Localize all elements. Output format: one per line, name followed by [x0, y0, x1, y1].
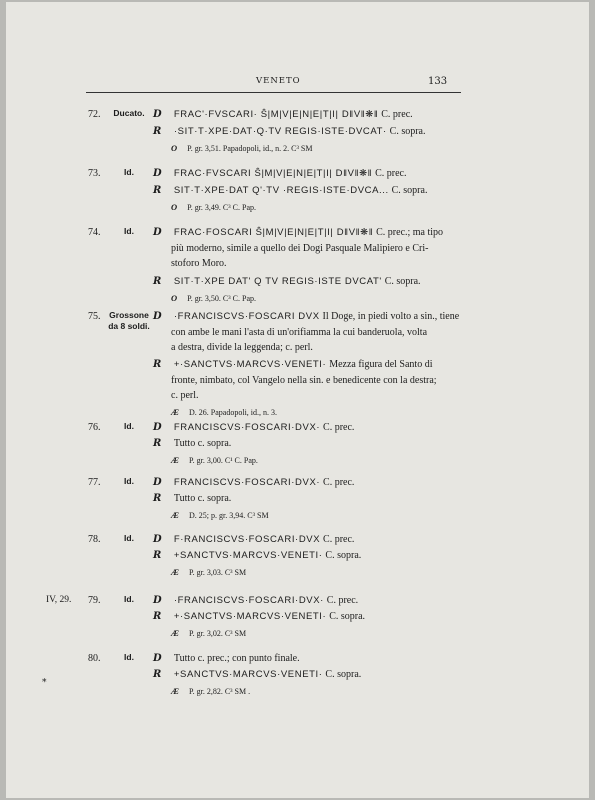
coin-legend: FRAC·FVSCARI Ŝ|M|V|E|N|E|T|I| D‖V‖❋‖: [173, 168, 373, 179]
coin-metadata: [171, 406, 277, 419]
description: C. sopra.: [325, 669, 362, 680]
coin-metadata: [171, 509, 269, 522]
denomination: Id.: [124, 533, 134, 543]
denomination: Grossone da 8 soldi.: [108, 310, 150, 331]
obverse-symbol: D: [153, 422, 162, 433]
denomination: Id.: [124, 476, 134, 486]
denomination: Id.: [124, 226, 134, 236]
reverse-symbol: R: [153, 276, 162, 287]
description: C. prec.: [326, 595, 359, 606]
obverse-line: [153, 476, 354, 490]
reverse-line: [153, 492, 231, 506]
reverse-symbol: R: [153, 359, 162, 370]
description-continuation: c. perl.: [171, 390, 199, 401]
description: C. sopra.: [325, 550, 362, 561]
description: C. prec.: [375, 168, 407, 179]
reverse-line: [153, 610, 365, 624]
coin-legend: FRAC'·FVSCARI· Ŝ|M|V|E|N|E|T|I| D‖V‖❋‖: [173, 109, 379, 120]
reverse-symbol: R: [153, 611, 162, 622]
obverse-symbol: D: [153, 168, 162, 179]
description: C. prec.: [323, 422, 355, 433]
coin-metadata: [171, 142, 312, 155]
reverse-line: [153, 549, 361, 563]
description-continuation: più moderno, simile a quello dei Dogi Pasquale Malipiero e Cri-: [171, 243, 429, 254]
metadata-text: D. 26. Papadopoli, id., n. 3.: [189, 408, 278, 417]
coin-metadata: [171, 685, 250, 698]
metadata-text: P. gr. 2,82. C³ SM .: [189, 687, 251, 696]
metal-mark: Æ: [171, 455, 180, 465]
description-continuation: con ambe le mani l'asta di un'orifiamma la cui banderuola, volta: [171, 327, 428, 338]
reverse-symbol: R: [153, 185, 162, 196]
metadata-text: P. gr. 3,02. C³ SM: [189, 629, 247, 638]
metadata-text: P. gr. 3,00. C¹ C. Pap.: [189, 456, 258, 465]
entry-number: 79.: [88, 595, 101, 606]
entry-number: 80.: [88, 653, 101, 664]
entry-number: 74.: [88, 227, 101, 238]
metal-mark: Æ: [171, 686, 180, 696]
obverse-symbol: D: [153, 595, 162, 606]
running-head-title: VENETO: [256, 76, 301, 86]
description: C. prec.: [381, 109, 413, 120]
coin-legend: +·SANCTVS·MARCVS·VENETI·: [173, 611, 327, 622]
obverse-line: [153, 167, 406, 181]
description: C. sopra.: [391, 185, 428, 196]
reverse-line: [153, 358, 432, 372]
metal-mark: O: [171, 293, 178, 303]
denomination: Id.: [124, 652, 134, 662]
obverse-symbol: D: [153, 109, 162, 120]
obverse-symbol: D: [153, 653, 162, 664]
reverse-line: [153, 184, 427, 198]
header-rule: [86, 92, 461, 93]
coin-metadata: [171, 201, 256, 214]
description-continuation: a destra, divide la leggenda; c. perl.: [171, 342, 313, 353]
entry-number: 78.: [88, 534, 101, 545]
denomination: Ducato.: [113, 108, 145, 118]
description-continuation: stoforo Moro.: [171, 258, 227, 269]
coin-legend: F·RANCISCVS·FOSCARI·DVX: [173, 534, 321, 545]
entry-number: 76.: [88, 422, 101, 433]
reverse-symbol: R: [153, 669, 162, 680]
reverse-line: [153, 125, 426, 139]
description: Mezza figura del Santo di: [329, 359, 433, 370]
metal-mark: O: [171, 143, 178, 153]
denomination: Id.: [124, 421, 134, 431]
footnote-mark: *: [42, 678, 47, 688]
obverse-line: [153, 652, 300, 666]
metal-mark: O: [171, 202, 178, 212]
description: C. sopra.: [329, 611, 366, 622]
obverse-line: [153, 108, 413, 122]
description: C. sopra.: [384, 276, 421, 287]
description: C. prec.; ma tipo: [376, 227, 444, 238]
denomination: Id.: [124, 594, 134, 604]
obverse-symbol: D: [153, 534, 162, 545]
coin-legend: ·SIT·T·XPE·DAT·Q·TV REGIS·ISTE·DVCAT·: [173, 126, 387, 137]
description: C. prec.: [323, 534, 355, 545]
denomination: Id.: [124, 167, 134, 177]
coin-legend: FRAC·FOSCARI Ŝ|M|V|E|N|E|T|I| D‖V‖❋‖: [173, 227, 374, 238]
description: C. prec.: [323, 477, 355, 488]
coin-legend: +SANCTVS·MARCVS·VENETI·: [173, 550, 323, 561]
page-number: 133: [428, 76, 448, 87]
metadata-text: P. gr. 3,50. C³ C. Pap.: [187, 294, 256, 303]
entry-number: 77.: [88, 477, 101, 488]
obverse-line: [153, 226, 443, 240]
metal-mark: Æ: [171, 567, 180, 577]
metadata-text: P. gr. 3,51. Papadopoli, id., n. 2. C³ SM: [187, 144, 313, 153]
obverse-symbol: D: [153, 477, 162, 488]
coin-metadata: [171, 627, 246, 640]
obverse-symbol: D: [153, 311, 162, 322]
coin-legend: ·FRANCISCVS·FOSCARI·DVX·: [173, 595, 324, 606]
obverse-symbol: D: [153, 227, 162, 238]
metal-mark: Æ: [171, 510, 180, 520]
entry-number: 72.: [88, 109, 101, 120]
description: C. sopra.: [389, 126, 426, 137]
coin-metadata: [171, 292, 256, 305]
coin-metadata: [171, 454, 258, 467]
coin-legend: +SANCTVS·MARCVS·VENETI·: [173, 669, 323, 680]
reverse-symbol: R: [153, 550, 162, 561]
metadata-text: D. 25; p. gr. 3,94. C³ SM: [189, 511, 269, 520]
description-continuation: fronte, nimbato, col Vangelo nella sin. e benedicente con la destra;: [171, 375, 437, 386]
metal-mark: Æ: [171, 407, 180, 417]
description: Tutto c. prec.; con punto finale.: [173, 653, 300, 664]
coin-legend: +·SANCTVS·MARCVS·VENETI·: [173, 359, 327, 370]
reverse-line: [153, 275, 421, 289]
entry-number: 75.: [88, 311, 101, 322]
reverse-symbol: R: [153, 493, 162, 504]
obverse-line: [153, 421, 354, 435]
reverse-symbol: R: [153, 126, 162, 137]
obverse-line: [153, 310, 459, 324]
metadata-text: P. gr. 3,03. C³ SM: [189, 568, 247, 577]
obverse-line: [153, 533, 354, 547]
description: Tutto c. sopra.: [173, 493, 232, 504]
reverse-line: [153, 668, 361, 682]
obverse-line: [153, 594, 358, 608]
plate-reference: IV, 29.: [46, 595, 72, 605]
description: Tutto c. sopra.: [173, 438, 232, 449]
reverse-line: [153, 437, 231, 451]
description: Il Doge, in piedi volto a sin., tiene: [322, 311, 460, 322]
coin-legend: FRANCISCVS·FOSCARI·DVX·: [173, 477, 321, 488]
reverse-symbol: R: [153, 438, 162, 449]
metal-mark: Æ: [171, 628, 180, 638]
entry-number: 73.: [88, 168, 101, 179]
coin-legend: FRANCISCVS·FOSCARI·DVX·: [173, 422, 321, 433]
metadata-text: P. gr. 3,49. C³ C. Pap.: [187, 203, 256, 212]
coin-legend: SIT·T·XPE·DAT Q'·TV ·REGIS·ISTE·DVCA...: [173, 185, 389, 196]
coin-legend: SIT·T·XPE DAT' Q TV REGIS·ISTE DVCAT': [173, 276, 382, 287]
coin-metadata: [171, 566, 246, 579]
coin-legend: ·FRANCISCVS·FOSCARI DVX: [173, 311, 320, 322]
